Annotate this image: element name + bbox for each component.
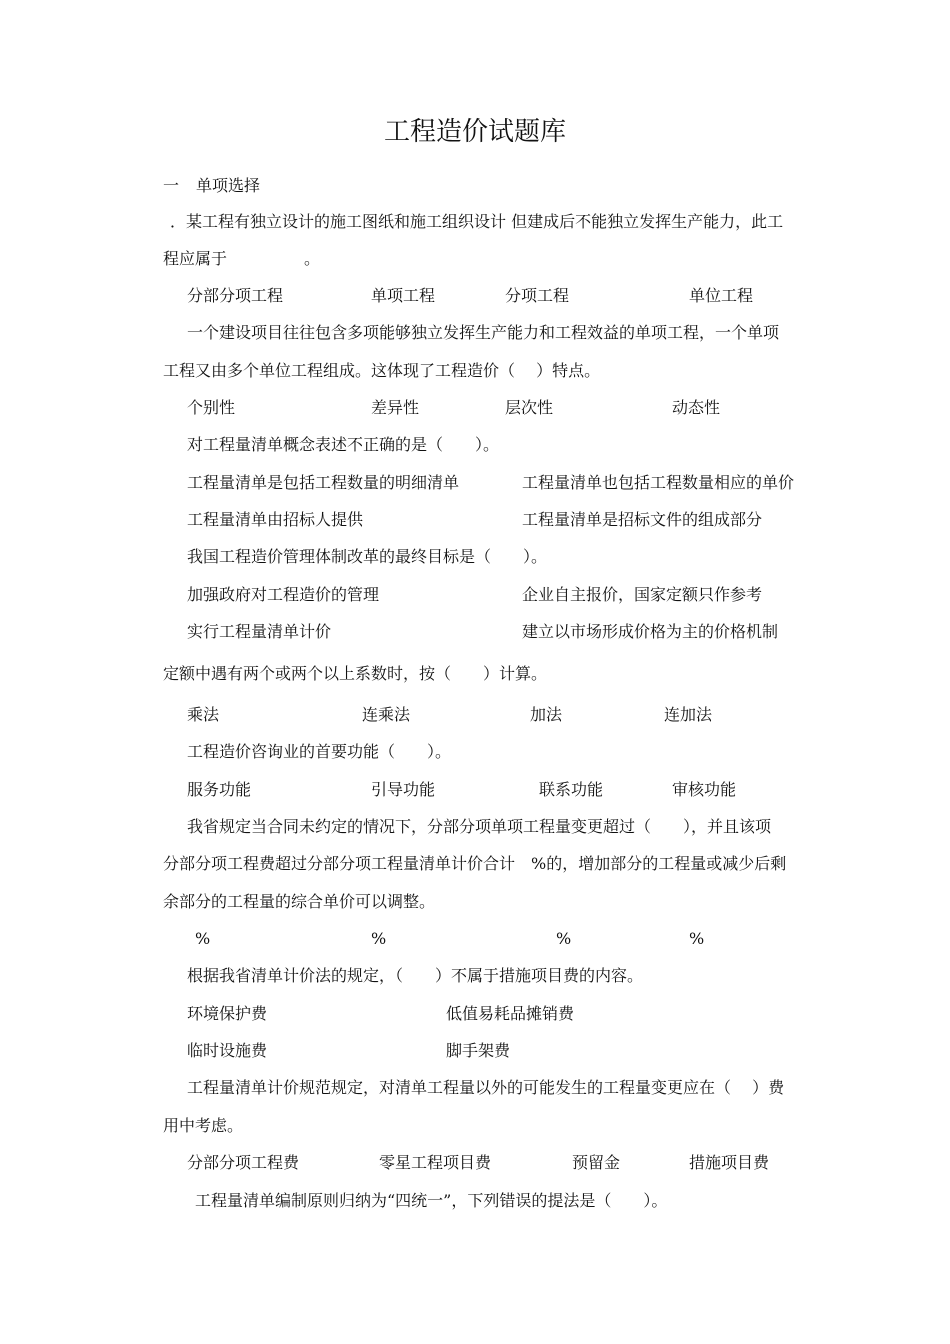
question-3-stem: 对工程量清单概念表述不正确的是（ ）。 [187, 435, 500, 454]
question-2-option-d: 动态性 [672, 398, 721, 417]
question-3-option-d: 工程量清单是招标文件的组成部分 [522, 510, 763, 529]
question-3-option-c: 工程量清单由招标人提供 [187, 510, 364, 529]
question-7-line-2: 分部分项工程费超过分部分项工程量清单计价合计 %的，增加部分的工程量或减少后剩 [163, 854, 787, 873]
question-4-option-d: 建立以市场形成价格为主的价格机制 [522, 622, 779, 641]
question-5-option-d: 连加法 [664, 705, 713, 724]
question-9-line-1: 工程量清单计价规范规定，对清单工程量以外的可能发生的工程量变更应在（ ）费 [187, 1078, 785, 1097]
question-9-option-b: 零星工程项目费 [379, 1153, 492, 1172]
question-6-option-c: 联系功能 [539, 780, 604, 799]
section-number: 一 [163, 176, 180, 195]
question-8-stem: 根据我省清单计价法的规定，（ ）不属于措施项目费的内容。 [187, 966, 644, 985]
question-6-option-a: 服务功能 [187, 780, 252, 799]
question-8-option-b: 低值易耗品摊销费 [446, 1004, 575, 1023]
question-9-option-a: 分部分项工程费 [187, 1153, 300, 1172]
question-7-line-1: 我省规定当合同未约定的情况下，分部分项单项工程量变更超过（ ），并且该项 [187, 817, 772, 836]
question-7-option-c: % [556, 929, 572, 948]
question-6-stem: 工程造价咨询业的首要功能（ ）。 [187, 742, 452, 761]
question-7-option-d: % [689, 929, 705, 948]
question-2-line-2: 工程又由多个单位工程组成。这体现了工程造价（ ）特点。 [163, 361, 601, 380]
question-2-line-1: 一个建设项目往往包含多项能够独立发挥生产能力和工程效益的单项工程，一个单项 [187, 323, 780, 342]
question-4-option-b: 企业自主报价，国家定额只作参考 [522, 585, 763, 604]
question-1-line-1: ．某工程有独立设计的施工图纸和施工组织设计 但建成后不能独立发挥生产能力，此工 [170, 212, 784, 231]
question-2-option-b: 差异性 [371, 398, 420, 417]
question-8-option-d: 脚手架费 [446, 1041, 511, 1060]
question-4-option-a: 加强政府对工程造价的管理 [187, 585, 380, 604]
question-2-option-c: 层次性 [505, 398, 554, 417]
question-1-option-a: 分部分项工程 [187, 286, 284, 305]
question-7-line-3: 余部分的工程量的综合单价可以调整。 [163, 892, 436, 911]
question-7-option-b: % [371, 929, 387, 948]
question-3-option-b: 工程量清单也包括工程数量相应的单价 [522, 473, 795, 492]
question-5-option-a: 乘法 [187, 705, 220, 724]
question-9-option-c: 预留金 [572, 1153, 621, 1172]
question-5-option-c: 加法 [530, 705, 563, 724]
question-8-option-c: 临时设施费 [187, 1041, 268, 1060]
question-1-option-c: 分项工程 [505, 286, 570, 305]
question-9-line-2: 用中考虑。 [163, 1116, 244, 1135]
section-heading: 单项选择 [196, 176, 261, 195]
question-6-option-d: 审核功能 [672, 780, 737, 799]
question-1-line-2: 程应属于 [163, 249, 228, 268]
question-5-option-b: 连乘法 [362, 705, 411, 724]
question-5-stem: 定额中遇有两个或两个以上系数时，按（ ）计算。 [163, 664, 548, 683]
question-1-option-b: 单项工程 [371, 286, 436, 305]
question-10-stem: 工程量清单编制原则归纳为“四统一”，下列错误的提法是（ ）。 [195, 1191, 668, 1210]
question-1-line-2-end: 。 [304, 249, 321, 268]
question-9-option-d: 措施项目费 [689, 1153, 770, 1172]
document-title: 工程造价试题库 [383, 117, 566, 147]
question-8-option-a: 环境保护费 [187, 1004, 268, 1023]
question-3-option-a: 工程量清单是包括工程数量的明细清单 [187, 473, 460, 492]
question-2-option-a: 个别性 [187, 398, 236, 417]
question-1-option-d: 单位工程 [689, 286, 754, 305]
question-4-stem: 我国工程造价管理体制改革的最终目标是（ ）。 [187, 547, 548, 566]
question-4-option-c: 实行工程量清单计价 [187, 622, 332, 641]
question-6-option-b: 引导功能 [371, 780, 436, 799]
question-7-option-a: % [195, 929, 211, 948]
